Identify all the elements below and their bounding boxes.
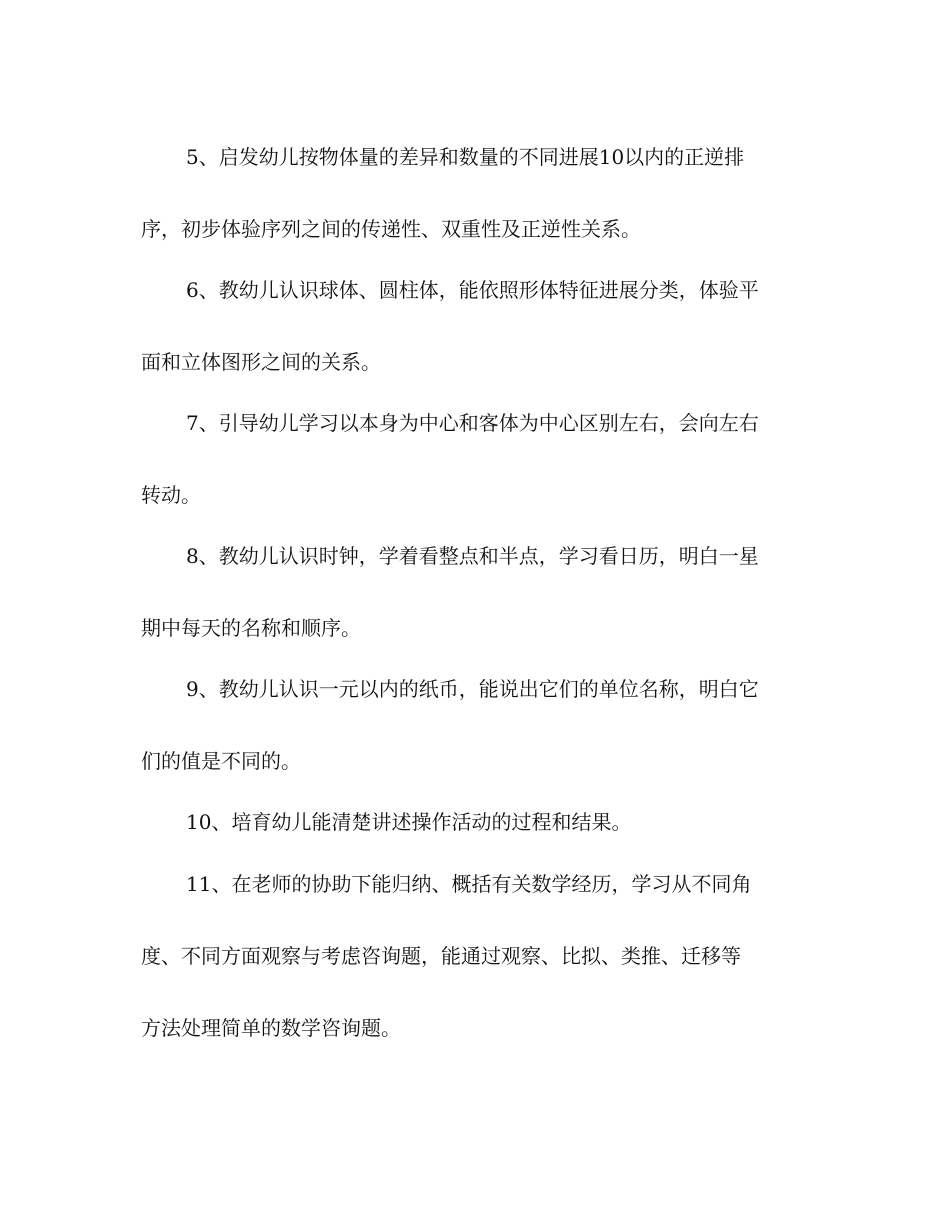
item-9-line-1: 9、教幼儿认识一元以内的纸币，能说出它们的单位名称，明白它: [186, 677, 759, 701]
item-7-line-1: 7、引导幼儿学习以本身为中心和客体为中心区别左右，会向左右: [186, 411, 759, 435]
item-5-line-1: 5、启发幼儿按物体量的差异和数量的不同进展10以内的正逆排: [186, 145, 745, 169]
item-11-line-2: 度、不同方面观察与考虑咨询题，能通过观察、比拟、类推、迁移等: [141, 944, 741, 968]
item-10-line-1: 10、培育幼儿能清楚讲述操作活动的过程和结果。: [186, 810, 632, 834]
item-9-line-2: 们的值是不同的。: [141, 749, 301, 773]
item-8-line-2: 期中每天的名称和顺序。: [141, 616, 361, 640]
item-11-line-3: 方法处理简单的数学咨询题。: [141, 1016, 401, 1040]
item-6-line-2: 面和立体图形之间的关系。: [141, 350, 381, 374]
item-11-line-1: 11、在老师的协助下能归纳、概括有关数学经历，学习从不同角: [186, 872, 752, 896]
item-6-line-1: 6、教幼儿认识球体、圆柱体，能依照形体特征进展分类，体验平: [186, 278, 759, 302]
item-8-line-1: 8、教幼儿认识时钟，学着看整点和半点，学习看日历，明白一星: [186, 544, 759, 568]
item-7-line-2: 转动。: [141, 483, 201, 507]
item-5-line-2: 序，初步体验序列之间的传递性、双重性及正逆性关系。: [141, 217, 641, 241]
